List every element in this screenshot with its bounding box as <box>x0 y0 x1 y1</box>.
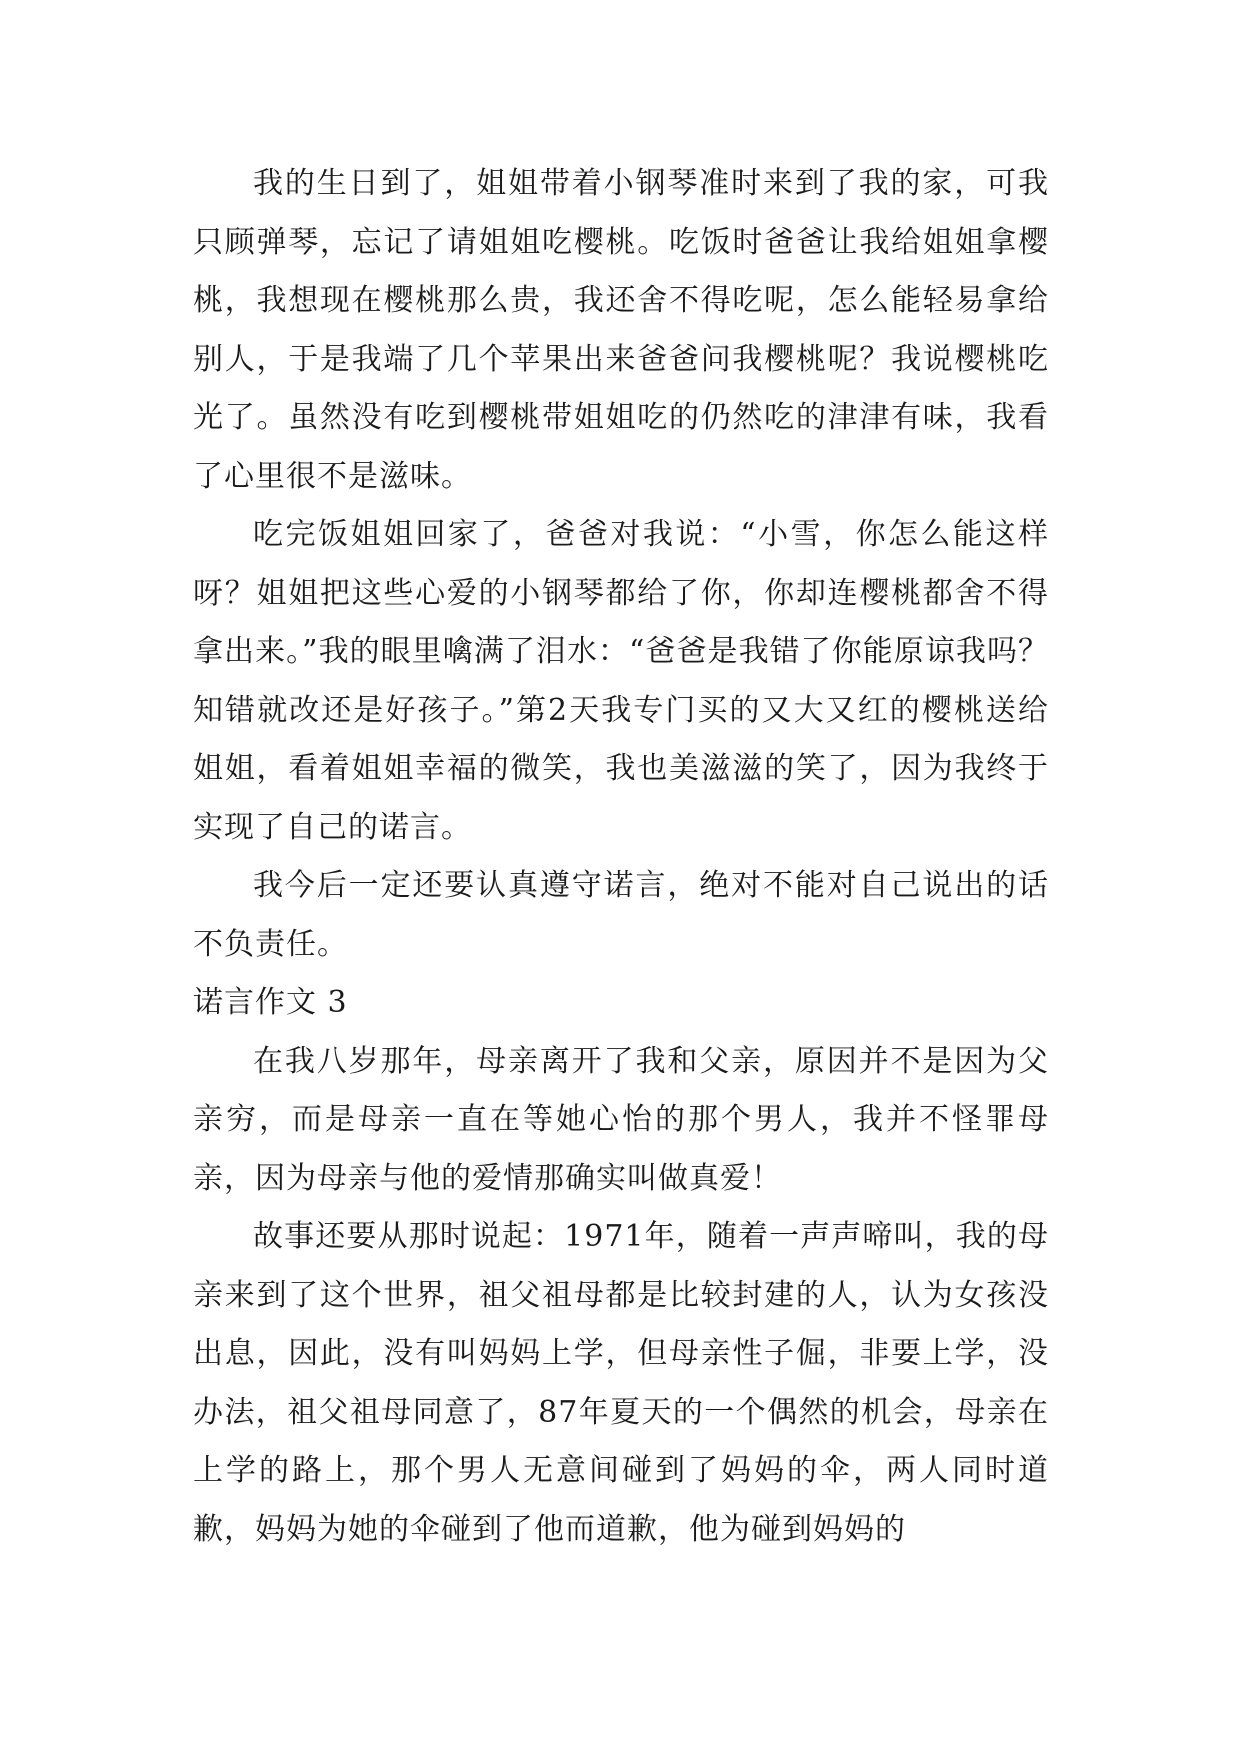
section-title: 诺言作文 3 <box>193 985 348 1020</box>
paragraph-story-begins: 故事还要从那时说起：1971年，随着一声声啼叫，我的母亲来到了这个世界，祖父祖母都是比较封建的人，认为女孩没出息，因此，没有叫妈妈上学，但母亲性子倔，非要上学，没办法，祖父祖母同意了，87年夏天的一个偶然的机会，母亲在上学的路上，那个男人无意间碰到了妈妈的伞，两人同时道歉，妈妈为她的伞碰到了他而道歉，他为碰到妈妈的 <box>193 1219 1049 1547</box>
paragraph-mother-left: 在我八岁那年，母亲离开了我和父亲，原因并不是因为父亲穷，而是母亲一直在等她心怡的那个男人，我并不怪罪母亲，因为母亲与他的爱情那确实叫做真爱！ <box>193 1043 1049 1196</box>
paragraph-father-talk: 吃完饭姐姐回家了，爸爸对我说：“小雪，你怎么能这样呀？姐姐把这些心爱的小钢琴都给了你，你却连樱桃都舍不得拿出来。”我的眼里噙满了泪水：“爸爸是我错了你能原谅我吗？知错就改还是好孩子。”第2天我专门买的又大又红的樱桃送给姐姐，看着姐姐幸福的微笑，我也美滋滋的笑了，因为我终于实现了自己的诺言。 <box>193 517 1049 845</box>
paragraph-birthday: 我的生日到了，姐姐带着小钢琴准时来到了我的家，可我只顾弹琴，忘记了请姐姐吃樱桃。吃饭时爸爸让我给姐姐拿樱桃，我想现在樱桃那么贵，我还舍不得吃呢，怎么能轻易拿给别人，于是我端了几个苹果出来爸爸问我樱桃呢？我说樱桃吃光了。虽然没有吃到樱桃带姐姐吃的仍然吃的津津有味，我看了心里很不是滋味。 <box>193 166 1049 494</box>
document-page <box>193 155 1049 1559</box>
paragraph-promise-conclusion: 我今后一定还要认真遵守诺言，绝对不能对自己说出的话不负责任。 <box>193 868 1049 962</box>
